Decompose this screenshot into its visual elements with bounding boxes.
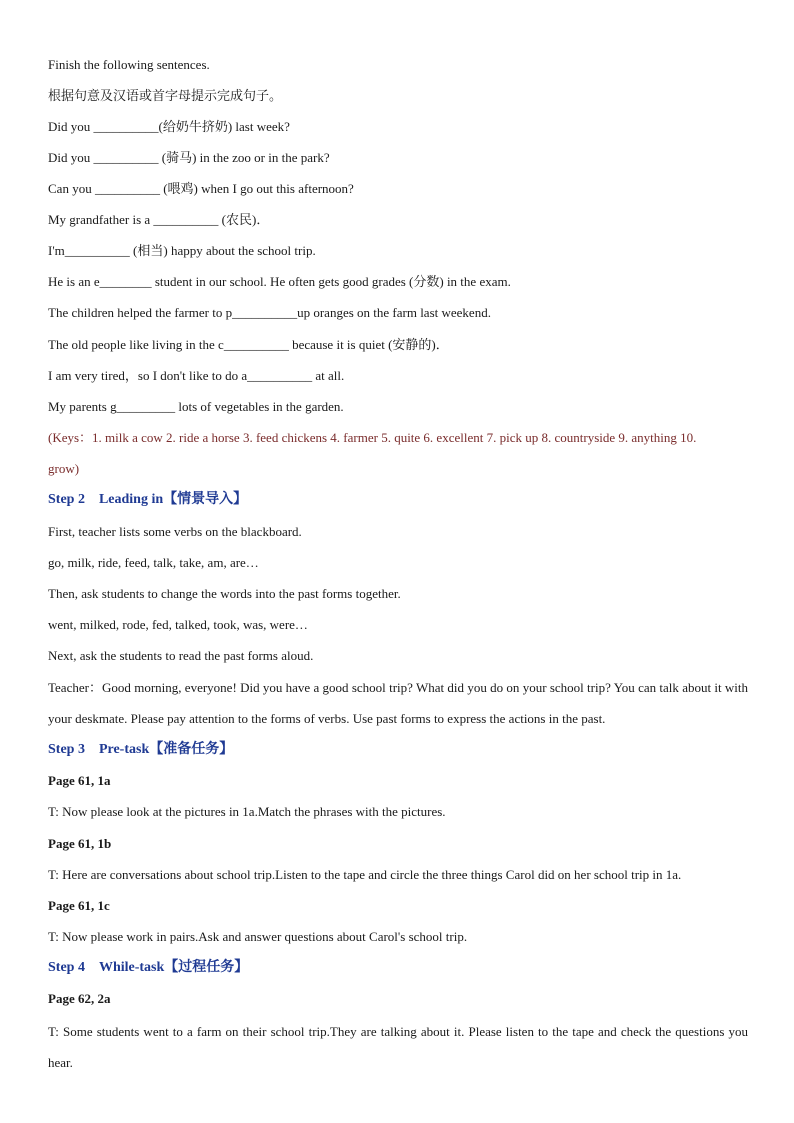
sentence-1: Did you __________(给奶牛挤奶) last week? (48, 119, 290, 134)
sentence-4: My grandfather is a __________ (农民)． (48, 212, 270, 227)
step-3-text-1a: T: Now please look at the pictures in 1a.Match the phrases with the pictures. (48, 804, 446, 819)
sentence-2: Did you __________ (骑马) in the zoo or in the park? (48, 150, 330, 165)
step-2-heading (48, 492, 748, 508)
step-3-page-1c: Page 61, 1c (48, 898, 110, 913)
sentence-5: I'm__________ (相当) happy about the school trip. (48, 243, 316, 258)
step-2-title: Leading in【情景导入】 (98, 492, 248, 507)
step-4-text-2a: T: Some students went to a farm on their school trip.They are talking about it. Please listen to the tape and check the questions you hear. (48, 1024, 748, 1070)
step-4-title: While-task【过程任务】 (98, 960, 249, 975)
step-2-line-3: Then, ask students to change the words into the past forms together. (48, 586, 401, 601)
step-2-line-1: First, teacher lists some verbs on the blackboard. (48, 524, 302, 539)
instruction-cn: 根据句意及汉语或首字母提示完成句子。 (48, 88, 283, 103)
step-3-label: Step 3 (48, 742, 85, 757)
step-4-heading (48, 960, 748, 976)
answer-keys-line-1: (Keys：1. milk a cow 2. ride a horse 3. feed chickens 4. farmer 5. quite 6. excellent 7. pick up 8. countryside 9. anything 10. (48, 430, 697, 445)
instruction-en: Finish the following sentences. (48, 57, 210, 72)
step-3-title: Pre-task【准备任务】 (98, 742, 234, 757)
step-2-line-2: go, milk, ride, feed, talk, take, am, are… (48, 555, 259, 570)
step-3-text-1c: T: Now please work in pairs.Ask and answer questions about Carol's school trip. (48, 929, 468, 944)
sentence-9: I am very tired，so I don't like to do a__________ at all. (48, 368, 345, 383)
step-2-line-4: went, milked, rode, fed, talked, took, was, were… (48, 617, 308, 632)
step-4-page-2a: Page 62, 2a (48, 991, 111, 1006)
step-3-text-1b: T: Here are conversations about school trip.Listen to the tape and circle the three things Carol did on her school trip in 1a. (48, 867, 682, 882)
teacher-paragraph: Teacher：Good morning, everyone! Did you have a good school trip? What did you do on your school trip? You can talk about it with your deskmate. Please pay attention to the forms of verbs. Use past forms to express the actions in the past. (48, 680, 748, 726)
sentence-6: He is an e________ student in our school. He often gets good grades (分数) in the exam. (48, 274, 511, 289)
step-3-heading (48, 742, 748, 758)
sentence-8: The old people like living in the c__________ because it is quiet (安静的)． (48, 337, 449, 352)
step-2-label: Step 2 (48, 492, 85, 507)
sentence-10: My parents g_________ lots of vegetables in the garden. (48, 399, 344, 414)
sentence-7: The children helped the farmer to p__________up oranges on the farm last weekend. (48, 305, 491, 320)
step-3-page-1b: Page 61, 1b (48, 836, 112, 851)
step-2-line-5: Next, ask the students to read the past forms aloud. (48, 648, 314, 663)
answer-keys-line-2: grow) (48, 461, 80, 476)
sentence-3: Can you __________ (喂鸡) when I go out this afternoon? (48, 181, 354, 196)
step-3-page-1a: Page 61, 1a (48, 773, 111, 788)
step-4-label: Step 4 (48, 960, 85, 975)
